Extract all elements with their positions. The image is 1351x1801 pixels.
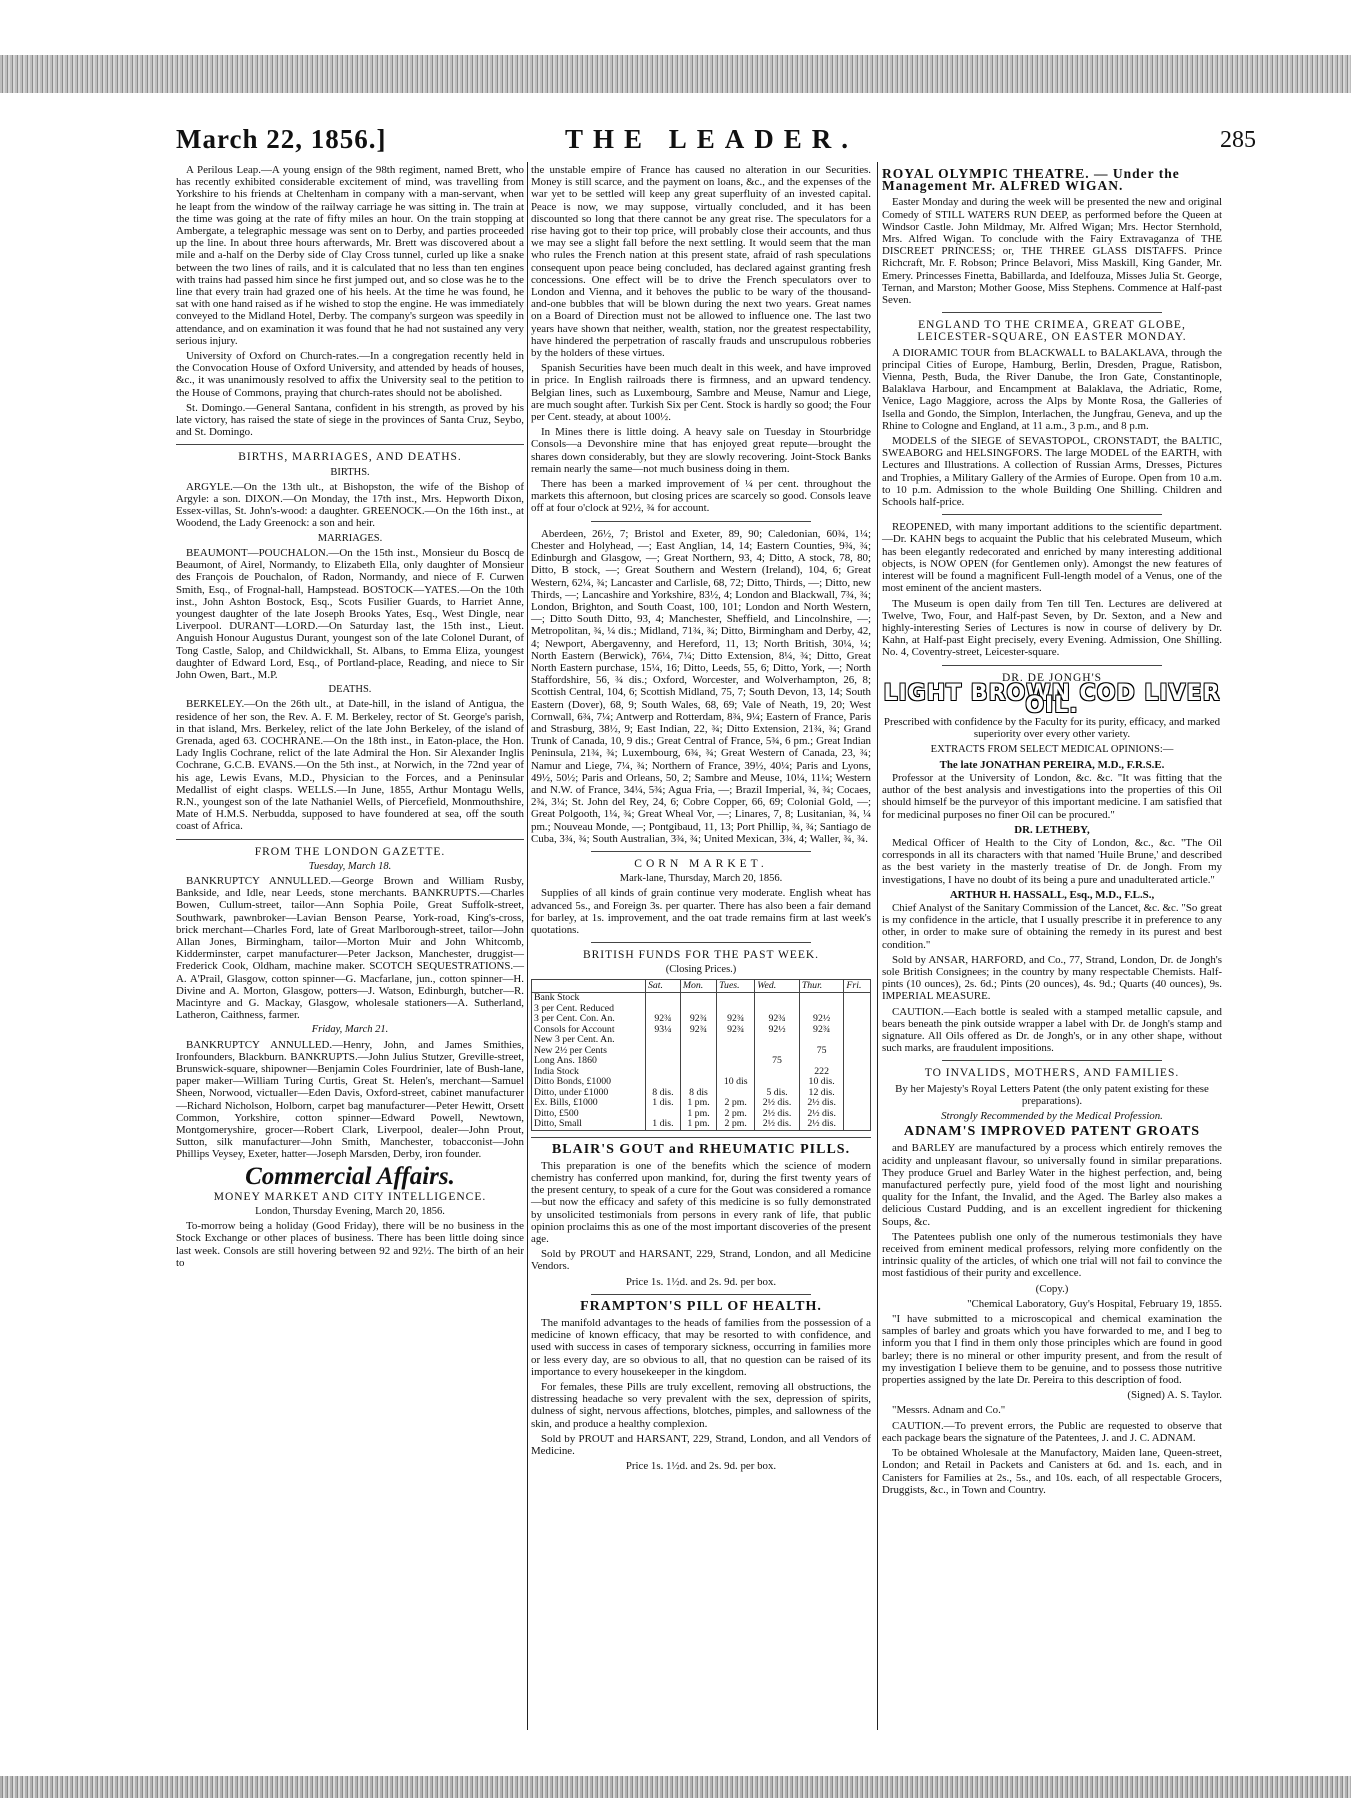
share-prices: Aberdeen, 26½, 7; Bristol and Exeter, 89, 90; Caledonian, 60¾, 1¼; Chester and Holyhead, —; East Anglian, 14, 14; Eastern Counties, 9¾, ¾; Edinburgh and Glasgow, —; Great Northern, 93, 4; Ditto, A stock, 78, 80; Ditto, B stock, —; Great Southern and Western (Ireland), 104, 6; Great Western, 62¼, ¾; Lancaster and Carlisle, 68, 72; Ditto, Thirds, —; Ditto, new Thirds, —; Lancashire and Yorkshire, 83½, 4; London and Blackwall, 7¾, ¾; London, Brighton, and South Coast, 100, 101; London and North Western, —; Ditto South Ditto, 93, 4; Manchester, Sheffield, and Lincolnshire, —; Metropolitan, ¾, ¼ dis.; Midland, 71¾, ¾; Ditto, Birmingham and Derby, 42, 4; Newport, Abergavenny, and Hereford, 11, 13; North British, 30¼, ¼; North Eastern (Berwick), 76¼, 7¼; Ditto Extension, 8¼, ¾; Ditto, Great North Eastern purchase, 15¼, 16; Ditto, Leeds, 55, 6; Ditto, York, —; North Staffordshire, 56, ¾ dis.; Oxford, Worcester, and Wolverhampton, 26, 8; Scottish Central, 104, 6; Scottish Midland, 75, 7; South Devon, 13, 14; South Eastern (Dover), 68, 9; South Wales, 68, 69; Vale of Neath, 19, 20; West Cornwall, 6¾, 7¼; Antwerp and Rotterdam, 8¾, 9¼; Eastern of France, Paris and Strasburg, 38½, 9; East Indian, 22, ¾; Ditto Extension, 21¾, ¾; Grand Trunk of Canada, 10, 9 dis.; Great Central of France, 5¾, 6 pm.; Great Indian Peninsula, 21¾, ¾; Luxembourg, 6¾, ¾; Great Western of Canada, 23, ¾; Namur and Liege, 7¼, ¾; Northern of France, 39½, 40¼; Paris and Lyons, 49½, 50½; Paris and Orleans, 50, 2; Sambre and Meuse, 10¼, 11¼; Western and N.W. of France, 34¼, 5¾; Agua Fria, —; Brazil Imperial, ¾, ¾; Cocaes, 2¾, 3¼; St. John del Rey, 24, 6; Cobre Copper, 66, 69; Colonial Gold, —; Great Polgooth, 1¼, ¾; Great Wheal Vor, —; Linares, 7, 8; Lusitanian, ¾, ¼ pm.; Nouveau Monde, —; Pontgibaud, 11, 13; Port Phillip, ¾, ¾; Santiago de Cuba, 3¾, ¾; South Australian, 3¾, ¾; United Mexican, 3¾, 4; Waller, ¾, ¾.: [531, 527, 871, 845]
price-cell: 93¼: [646, 1025, 681, 1036]
commercial-affairs-heading: Commercial Affairs.: [245, 1162, 455, 1190]
column-header: Sat.: [646, 979, 681, 993]
caution-text: CAUTION.—Each bottle is sealed with a stamped metallic capsule, and bears beneath the pink outside wrapper a label with Dr. de Jongh's stamp and signature. All Oils offered as Dr. de Jongh's, or in any other shape, without such marks, are fraudulent impositions.: [882, 1005, 1222, 1055]
table-row: [532, 993, 871, 1004]
corn-market-heading: CORN MARKET.: [634, 857, 768, 870]
price-cell: 92¾: [680, 1025, 716, 1036]
fund-name-cell: 3 per Cent. Con. An.: [532, 1014, 646, 1025]
price-cell: [680, 993, 716, 1004]
column-header: Wed.: [755, 979, 800, 993]
price-cell: [844, 1014, 871, 1025]
divider: [531, 1137, 871, 1138]
adnam-obtained: To be obtained Wholesale at the Manufactory, Maiden lane, Queen-street, London; and Retail in Packets and Canisters at 6d. and 1s. each, and in Canisters for Families at 2s., 5s., and 10s. each, of all respectable Grocers, Druggists, &c., in Town and Country.: [882, 1447, 1222, 1496]
price-cell: 92¾: [755, 1014, 800, 1025]
spanish-securities: Spanish Securities have been much dealt in this week, and have improved in price. In English railroads there is firmness, and an upward tendency. Belgian lines, such as Luxembourg, Sambre and Meuse, Namur and Liege, are much sought after. Turkish Six per Cent. Stock is hardly so good; the Four per Cent. steady, at about 100½.: [531, 362, 872, 424]
price-cell: 2½ dis.: [755, 1098, 800, 1109]
bmd-heading: BIRTHS, MARRIAGES, AND DEATHS.: [238, 451, 462, 464]
price-cell: 10 dis.: [799, 1077, 844, 1088]
money-market-continued: the unstable empire of France has caused no alteration in our Securities. Money is still scarce, and the payment on loans, &c., and the expenses of the war yet to be settled will keep any great superfluity of an invested capital. Peace is now, we may suppose, virtually concluded, and it has been discounted so long that there cannot be any great rise. The speculators for a rise having got to their top price, will probably close their accounts, and thus we may see a slight fall before the next settling. It would seem that the man who rules the French nation at this present state, afraid of rash speculations consequent upon peace being concluded, has declared against granting fresh concessions. One effect will be to drive the French speculators over to London and Vienna, and it behoves the public to be wary of the thousand-and-one bubbles that will be blown during the next two years. Great names on a Board of Direction must not be allowed to influence one. The last two years have shown that neither, wealth, station, nor the greatest respectability, have hindered the perpetration of rascally frauds and unscrupulous robberies by the holders of these virtues.: [531, 164, 871, 360]
divider: [591, 851, 811, 852]
price-cell: 5 dis.: [755, 1088, 800, 1099]
column-left: [176, 164, 524, 1744]
globe-text: A DIORAMIC TOUR from BLACKWALL to BALAKLAVA, through the principal Cities of Europe, Hamburg, Berlin, Dresden, Prague, Ratisbon, Vienna, Pesth, Buda, the River Danube, the Iron Gate, Constantinople, Balaklava Harbour, and Encampment at Balaklava, the Adriatic, Rome, Venice, Lago Maggiore, across the Alps by Monte Rosa, the Galleries of Isella and Gondo, the Simplon, Interlachen, the Jungfrau, Geneva, and up the Rhine to Cologne and England, at 11 a.m., 3 p.m., and 8 p.m.: [882, 346, 1222, 432]
extracts-heading: EXTRACTS FROM SELECT MEDICAL OPINIONS:—: [930, 743, 1174, 755]
divider: [591, 942, 811, 943]
price-cell: [844, 1098, 871, 1109]
copy-label: (Copy.): [1035, 1282, 1069, 1295]
article-st-domingo: St. Domingo.—General Santana, confident in his strength, as proved by his late victory, has raised the state of siege in the provinces of Santa Cruz, Seybo, and St. Domingo.: [176, 401, 524, 439]
column-rule: [527, 162, 528, 1730]
price-cell: [680, 1035, 716, 1046]
price-cell: 2 pm.: [717, 1109, 755, 1120]
blair-text: This preparation is one of the benefits which the science of modern chemistry has conferred upon mankind, for, during the first twenty years of the present century, to speak of a cure for the Gout was considered a romance—but now the efficacy and safety of this medicine is so fully demonstrated by unsolicited testimonials from persons in every rank of life, that public opinion proclaims this as one of the most important discoveries of the present age.: [531, 1159, 871, 1246]
olympic-text: Easter Monday and during the week will be presented the new and original Comedy of STILL WATERS RUN DEEP, as performed before the Queen at Windsor Castle. John Mildmay, Mr. Alfred Wigan; Mrs. Hector Sternhold, Mrs. Alfred Wigan. To conclude with the Fairy Extravaganza of THE DISCREET PRINCESS; or, THE THREE GLASS DISTAFFS. Prince Richcraft, Mr. F. Robson; Prince Belavori, Miss Maskill, King Gander, Mr. Emery. Princesses Finetta, Babillarda, and Idelfouza, Misses Julia St. George, Ternan, and Marston; Mother Goose, Miss Stephens. Commence at Half-past Seven.: [882, 196, 1222, 307]
letheby-name: DR. LETHEBY,: [1014, 823, 1090, 836]
price-cell: [755, 1067, 800, 1078]
globe-heading: ENGLAND TO THE CRIMEA, GREAT GLOBE, LEICESTER-SQUARE, ON EASTER MONDAY.: [917, 319, 1187, 344]
divider: [942, 514, 1162, 515]
fund-name-cell: Ditto, under £1000: [532, 1088, 646, 1099]
column-rule: [877, 162, 878, 1730]
price-cell: 1 dis.: [646, 1119, 681, 1130]
fund-name-cell: 3 per Cent. Reduced: [532, 1004, 646, 1015]
price-cell: [844, 1109, 871, 1120]
money-market-dateline: London, Thursday Evening, March 20, 1856.: [255, 1206, 445, 1218]
kahn-text-2: The Museum is open daily from Ten till Ten. Lectures are delivered at Twelve, Two, Four, and Half-past Seven, by Dr. Sexton, and a New and highly-interesting Series of Lectures is now in course of delivery by Dr. Kahn, at Half-past Eight precisely, every Evening. Admission, One Shilling. No. 4, Coventry-street, Leicester-square.: [882, 597, 1222, 659]
adnam-caution: CAUTION.—To prevent errors, the Public are requested to observe that each package bears the signature of the Patentees, J. and J. C. ADNAM.: [882, 1419, 1222, 1444]
column-header: Tues.: [717, 979, 755, 993]
divider: [591, 1294, 811, 1295]
frampton-heading: FRAMPTON'S PILL OF HEALTH.: [580, 1298, 822, 1314]
adnam-heading: ADNAM'S IMPROVED PATENT GROATS: [903, 1124, 1201, 1140]
column-header: [532, 979, 646, 993]
closing-text: There has been a marked improvement of ¼ per cent. throughout the markets this afternoon, but closing prices are scarcely so good. Consols leave off at four o'clock at 92½, ¾ for account.: [531, 478, 871, 515]
price-cell: 2½ dis.: [799, 1119, 844, 1130]
adnam-text-2: The Patentees publish one only of the numerous testimonials they have received from eminent medical professors, relying more confidently on the intrinsic quality of the articles, of which one trial will not fail to convince the most fastidious of their purity and excellence.: [882, 1230, 1222, 1280]
fund-name-cell: Consols for Account: [532, 1025, 646, 1036]
price-cell: 10 dis: [717, 1077, 755, 1088]
price-cell: [755, 1035, 800, 1046]
price-cell: 1 dis.: [646, 1098, 681, 1109]
price-cell: [844, 1088, 871, 1099]
cod-liver-oil-title: LIGHT BROWN COD LIVER OIL.: [883, 680, 1221, 718]
ansar-text: Sold by ANSAR, HARFORD, and Co., 77, Strand, London, Dr. de Jongh's sole British Consignees; in the country by many respectable Chemists. Half-pints (10 ounces), 2s. 6d.; Pints (20 ounces), 4s. 9d.; Quarts (40 ounces), 9s. IMPERIAL MEASURE.: [882, 953, 1222, 1003]
price-cell: [717, 1056, 755, 1067]
price-cell: 8 dis: [680, 1088, 716, 1099]
price-cell: 92¾: [717, 1025, 755, 1036]
price-cell: [844, 1119, 871, 1130]
price-cell: [755, 993, 800, 1004]
invalids-heading: TO INVALIDS, MOTHERS, AND FAMILIES.: [924, 1067, 1180, 1080]
frampton-text: The manifold advantages to the heads of families from the possession of a medicine of known efficacy, that may be resorted to with confidence, and used with success in cases of temporary sickness, occurring in families more or less every day, are so obvious to all, that no question can be raised of its importance to every housekeeper in the kingdom.: [531, 1317, 871, 1378]
gazette-heading: FROM THE LONDON GAZETTE.: [254, 845, 446, 858]
divider: [176, 444, 524, 445]
taylor-letter: "I have submitted to a microscopical and chemical examination the samples of barley and groats which you have forwarded to me, and I beg to inform you that I find in them only those principles which are found in good barley; there is no mineral or other impurity present, and from the result of my investigation I believe them to be genuine, and to possess those nutritive properties assigned by the late Dr. Pereira to this description of food.: [882, 1313, 1222, 1387]
table-row: [532, 1119, 871, 1130]
blair-price: Price 1s. 1½d. and 2s. 9d. per box.: [625, 1275, 777, 1288]
price-cell: 92½: [799, 1014, 844, 1025]
funds-subheading: (Closing Prices.): [665, 964, 737, 976]
price-cell: 92¾: [799, 1025, 844, 1036]
price-cell: [844, 1025, 871, 1036]
divider: [591, 521, 811, 522]
price-cell: 92¾: [680, 1014, 716, 1025]
fund-name-cell: Ditto, £500: [532, 1109, 646, 1120]
price-cell: [717, 993, 755, 1004]
price-cell: [646, 1067, 681, 1078]
price-cell: [844, 1035, 871, 1046]
mines-text: In Mines there is little doing. A heavy sale on Tuesday in Stourbridge Consols—a Devonshire mine that has enjoyed great repute—brought the shares down considerably, but they are slowly recovering. Joint-Stock Banks remain nearly the same—not much business doing in them.: [531, 426, 871, 475]
fund-name-cell: Ex. Bills, £1000: [532, 1098, 646, 1109]
price-cell: [844, 1046, 871, 1057]
price-cell: 92½: [755, 1025, 800, 1036]
price-cell: 222: [799, 1067, 844, 1078]
price-cell: 75: [755, 1056, 800, 1067]
blair-sold: Sold by PROUT and HARSANT, 229, Strand, London, and all Medicine Vendors.: [531, 1248, 871, 1273]
price-cell: 1 pm.: [680, 1098, 716, 1109]
divider: [942, 1060, 1162, 1061]
price-cell: 1 pm.: [680, 1119, 716, 1130]
olympic-heading: ROYAL OLYMPIC THEATRE. — Under the Management Mr. ALFRED WIGAN.: [882, 166, 1180, 194]
fund-name-cell: Ditto Bonds, £1000: [532, 1077, 646, 1088]
gazette-text-1: BANKRUPTCY ANNULLED.—George Brown and William Rusby, Bankside, and Idle, near Leeds, stone merchants. BANKRUPTS.—Charles Bowen, Cullum-street, tailor—Ann Sophia Poile, Great Suffolk-street, Southwark, pawnbroker—Lavian Benson Pearse, York-road, King's-cross, brick merchant—Charles Ford, late of Great Marlborough-street, tailor—John Allan Jones, Birmingham, tailor—Morton Muir and John Whitcomb, Kidderminster, carpet manufacturer—Peter Jackson, Manchester, druggist—Frederick Cook, Oldham, machine maker. SCOTCH SEQUESTRATIONS.—A. A'Prail, Glasgow, cotton spinner—G. Macfarlane, jun., cotton spinner—H. Divine and A. Morton, Glasgow, potters—J. Watson, Edinburgh, butcher—R. Macintyre and G. Mackay, Glasgow, wholesale stationers—A. Sutherland, Latheron, Caithness, farmer.: [176, 874, 524, 1022]
price-cell: 12 dis.: [799, 1088, 844, 1099]
oil-intro: Prescribed with confidence by the Faculty for its purity, efficacy, and marked superiority over every other variety.: [883, 716, 1221, 741]
column-header: Mon.: [680, 979, 716, 993]
blair-heading: BLAIR'S GOUT and RHEUMATIC PILLS.: [551, 1141, 851, 1157]
gazette-date-2: Friday, March 21.: [311, 1024, 389, 1036]
price-cell: [844, 993, 871, 1004]
fund-name-cell: New 3 per Cent. An.: [532, 1035, 646, 1046]
adnam-text: and BARLEY are manufactured by a process which entirely removes the acidity and unpleasant flavour, so universally found in similar preparations. They produce Gruel and Barley Water in the highest perfection, and, being manufactured perfectly pure, yield food of the most light and nourishing quality for the Infant, the Invalid, and the Aged. The Barley also makes a delicious Custard Pudding, and is an excellent ingredient for thickening Soups, &c.: [882, 1142, 1222, 1228]
funds-table-body: [532, 993, 871, 1131]
fund-name-cell: India Stock: [532, 1067, 646, 1078]
price-cell: [646, 1046, 681, 1057]
column-right: [882, 164, 1222, 1744]
price-cell: [799, 993, 844, 1004]
corn-market-dateline: Mark-lane, Thursday, March 20, 1856.: [619, 873, 783, 885]
births-heading: BIRTHS.: [330, 466, 370, 478]
births-text: ARGYLE.—On the 13th ult., at Bishopston, the wife of the Bishop of Argyle: a son. DIXON.—On Monday, the 17th inst., Mrs. Hepworth Dixon, Essex-villas, St. John's-wood: a daughter. GREENOCK.—On the 16th inst., at Woodend, the Lady Greenock: a son and heir.: [176, 480, 524, 530]
header-date: March 22, 1856.]: [176, 124, 387, 154]
fund-name-cell: Ditto, Small: [532, 1119, 646, 1130]
funds-heading: BRITISH FUNDS FOR THE PAST WEEK.: [582, 949, 820, 962]
article-oxford: University of Oxford on Church-rates.—In a congregation recently held in the Convocation House of Oxford University, and attended by heads of houses, &c., it was unanimously resolved to affix the University seal to the petition to the House of Commons, praying that church-rates should not be abolished.: [176, 350, 524, 399]
price-cell: [680, 1046, 716, 1057]
hassall-name: ARTHUR H. HASSALL, Esq., M.D., F.L.S.,: [949, 888, 1155, 901]
divider: [942, 312, 1162, 313]
column-header: Fri.: [844, 979, 871, 993]
fund-name-cell: Bank Stock: [532, 993, 646, 1004]
masthead-title: THE LEADER.: [565, 124, 859, 154]
marriages-heading: MARRIAGES.: [317, 532, 383, 544]
funds-table: [531, 979, 871, 1131]
divider: [942, 665, 1162, 666]
price-cell: 2 pm.: [717, 1119, 755, 1130]
column-middle: [531, 164, 871, 1744]
page-number: 285: [1220, 127, 1256, 153]
messrs-line: "Messrs. Adnam and Co.": [892, 1404, 1006, 1417]
frampton-price: Price 1s. 1½d. and 2s. 9d. per box.: [625, 1460, 777, 1473]
deaths-heading: DEATHS.: [328, 684, 372, 696]
price-cell: 2 pm.: [717, 1098, 755, 1109]
price-cell: [680, 1067, 716, 1078]
price-cell: [717, 1035, 755, 1046]
price-cell: [646, 1035, 681, 1046]
corn-market-text: Supplies of all kinds of grain continue very moderate. English wheat has advanced 5s., and Foreign 3s. per quarter. There has also been a fair demand for barley, at 1s. improvement, and the oat trade remains firm at last week's quotations.: [531, 887, 871, 936]
price-cell: [680, 1056, 716, 1067]
price-cell: [646, 1056, 681, 1067]
de-jongh-heading: DR. DE JONGH'S: [1001, 671, 1103, 684]
kahn-text: REOPENED, with many important additions to the scientific department.—Dr. KAHN begs to acquaint the Public that his celebrated Museum, which has been elegantly redecorated and enriched by many interesting additional objects, is NOW OPEN (for Gentlemen only). Amongst the new features of interest will be found a magnificent Full-length model of a Venus, one of the most eminent of the ancient masters.: [882, 521, 1222, 595]
frampton-sold: Sold by PROUT and HARSANT, 229, Strand, London, and all Vendors of Medicine.: [531, 1432, 871, 1458]
price-cell: 2½ dis.: [755, 1109, 800, 1120]
gazette-date-1: Tuesday, March 18.: [308, 860, 392, 872]
price-cell: 8 dis.: [646, 1088, 681, 1099]
hassall-opinion: Chief Analyst of the Sanitary Commission of the Lancet, &c. &c. "So great is my confidence in the article, that I usually prescribe it in preference to any other, in order to make sure of obtaining the remedy in its purest and best condition.": [882, 901, 1222, 951]
pereira-name: The late JONATHAN PEREIRA, M.D., F.R.S.E.: [939, 758, 1165, 771]
gazette-text-2: BANKRUPTCY ANNULLED.—Henry, John, and James Smithies, Ironfounders, Blackburn. BANKRUPTS.—John Julius Stutzer, Greville-street, Brunswick-square, shipowner—Benjamin Coles Fourdrinier, late of Bush-lane, paper maker—William Turing Curtis, Great St. Helen's, merchant—Samuel Sheen, Norwood, victualler—Eden Davis, Oxford-street, cabinet manufacturer—Richard Nicholson, Holborn, carpet bag manufacturer—Peter Hewitt, Orsett Common, Yorkshire, cotton spinner—Edward Powell, Newtown, Montgomeryshire, grocer—Robert Clark, Liverpool, dealer—John Prout, Sutton, silk manufacturer—John Smith, Manchester, tobacconist—John Phillips Veysey, Exeter, hatter—Joseph Marsden, Derby, iron founder.: [176, 1038, 524, 1161]
money-market-text: To-morrow being a holiday (Good Friday), there will be no business in the Stock Exchange or other places of business. There has been little doing since last week. Consols are still hovering between 92 and 92½. The birth of an heir to: [176, 1220, 524, 1269]
fund-name-cell: New 2½ per Cents: [532, 1046, 646, 1057]
funds-table-header: [532, 979, 871, 993]
price-cell: [717, 1046, 755, 1057]
price-cell: 92¾: [646, 1014, 681, 1025]
price-cell: [844, 1077, 871, 1088]
divider: [176, 839, 524, 840]
price-cell: [646, 993, 681, 1004]
scan-top-band: [0, 55, 1351, 93]
marriages-text: BEAUMONT—POUCHALON.—On the 15th inst., Monsieur du Boscq de Beaumont, of Airel, Normandy, to Elizabeth Ella, only daughter of Monsieur des François de Pouchalon, of Radon, Normandy, and niece of F. Curwen Smith, Esq., of Frognal-hall, Hampstead. BOSTOCK—YATES.—On the 10th inst., John Ashton Bostock, Esq., Scots Fusilier Guards, to Harriet Anne, youngest daughter of the late Joseph Brooks Yates, Esq., West Dingle, near Liverpool. DURANT—LORD.—On Saturday last, the 15th inst., Lieut. Anguish Honour Augustus Durant, youngest son of the late Colonel Durant, of Tong Castle, Salop, and Childwickhall, St. Albans, to Emma Eliza, youngest daughter of Edward Lord, Esq., of Portland-place, Reading, and niece to Sir John Owen, Bart., M.P.: [176, 546, 524, 681]
globe-models: MODELS of the SIEGE of SEVASTOPOL, CRONSTADT, the BALTIC, SWEABORG and HELSINGFORS. The large MODEL of the EARTH, with Lectures and Illustrations. A collection of Russian Arms, Dresses, Pictures and Trophies, a Military Gallery of the Armies of Europe. Open from 10 a.m. to 10 p.m. Admission to the whole Building One Shilling. Children and Schools half-price.: [882, 435, 1222, 509]
price-cell: [844, 1004, 871, 1015]
pereira-opinion: Professor at the University of London, &c. &c. "It was fitting that the author of the best analysis and investigations into the properties of this Oil should himself be the purveyor of this important medicine. I am satisfied that for medicinal purposes no finer Oil can be procured.": [882, 771, 1222, 821]
scan-bottom-band: [0, 1776, 1351, 1798]
price-cell: 2½ dis.: [755, 1119, 800, 1130]
column-header: Thur.: [799, 979, 844, 993]
money-market-heading: MONEY MARKET AND CITY INTELLIGENCE.: [213, 1190, 487, 1203]
price-cell: 75: [799, 1046, 844, 1057]
price-cell: 2½ dis.: [799, 1098, 844, 1109]
letheby-opinion: Medical Officer of Health to the City of London, &c., &c. "The Oil corresponds in all its characters with that named 'Huile Brune,' and described as the best variety in the masterly treatise of Dr. de Jongh. From my investigations, I have no doubt of its being a pure and unadulterated article.": [882, 836, 1222, 886]
price-cell: 1 pm.: [680, 1109, 716, 1120]
fund-name-cell: Long Ans. 1860: [532, 1056, 646, 1067]
article-perilous-leap: A Perilous Leap.—A young ensign of the 98th regiment, named Brett, who has recently exhibited considerable excitement of mind, was travelling from Yorkshire to his friends at Cheltenham in company with a man-servant, when he leapt from the window of the railway carriage he was sitting in. The train at the time was going at the rate of fifty miles an hour. On the train stopping at Ambergate, a telegraphic message was sent on to Derby, and parties proceeded up the line. In about three hours afterwards, Mr. Brett was discovered about a mile and a-half on the Derby side of Clay Cross tunnel, curled up like a snake between the two lines of rails, and it is calculated that no less than ten engines with trains had passed him since he first jumped out, and so close was he to the line that every train had grazed one of his heels. At the time he was found, he sat with one hand raised as if he wished to stop the engine. He was immediately conveyed to the Midland Hotel, Derby. The company's surgeon was speedily in attendance, and on examination it was found that he had not sustained any very serious injury.: [176, 164, 524, 347]
guys-dateline: "Chemical Laboratory, Guy's Hospital, February 19, 1855.: [967, 1297, 1222, 1310]
price-cell: 92¾: [717, 1014, 755, 1025]
price-cell: 2½ dis.: [799, 1109, 844, 1120]
signed-line: (Signed) A. S. Taylor.: [1127, 1389, 1222, 1402]
price-cell: [844, 1067, 871, 1078]
deaths-text: BERKELEY.—On the 26th ult., at Date-hill, in the island of Antigua, the residence of her son, the Rev. A. F. M. Berkeley, rector of St. George's parish, in that island, Mrs. Berkeley, relict of the late John Berkeley, of the island of Grenada, aged 63. COCHRANE.—On the 18th inst., in Eaton-place, the Hon. Lady Inglis Cochrane, relict of the late Admiral the Hon. Sir Alexander Inglis Cochrane, G.C.B. EVANS.—On the 5th inst., at Norwich, in the 72nd year of his age, Lewis Evans, M.D., Physician to the Forces, and a Peninsular Medallist of eight clasps. WELLS.—In June, 1855, Arthur Montagu Wells, R.N., youngest son of the late Nathaniel Wells, of Piercefield, Monmouthshire, Mate of H.M.S. Nerbudda, supposed to have foundered at sea, off the south coast of Africa.: [176, 698, 524, 833]
recommended-line: Strongly Recommended by the Medical Profession.: [941, 1110, 1163, 1123]
patent-line: By her Majesty's Royal Letters Patent (the only patent existing for these preparations).: [895, 1082, 1209, 1107]
frampton-females: For females, these Pills are truly excellent, removing all obstructions, the distressing headache so very prevalent with the sex, depression of spirits, dulness of sight, nervous affections, blotches, pimples, and sallowness of the skin, and produce a healthy complexion.: [531, 1381, 871, 1430]
price-cell: [844, 1056, 871, 1067]
